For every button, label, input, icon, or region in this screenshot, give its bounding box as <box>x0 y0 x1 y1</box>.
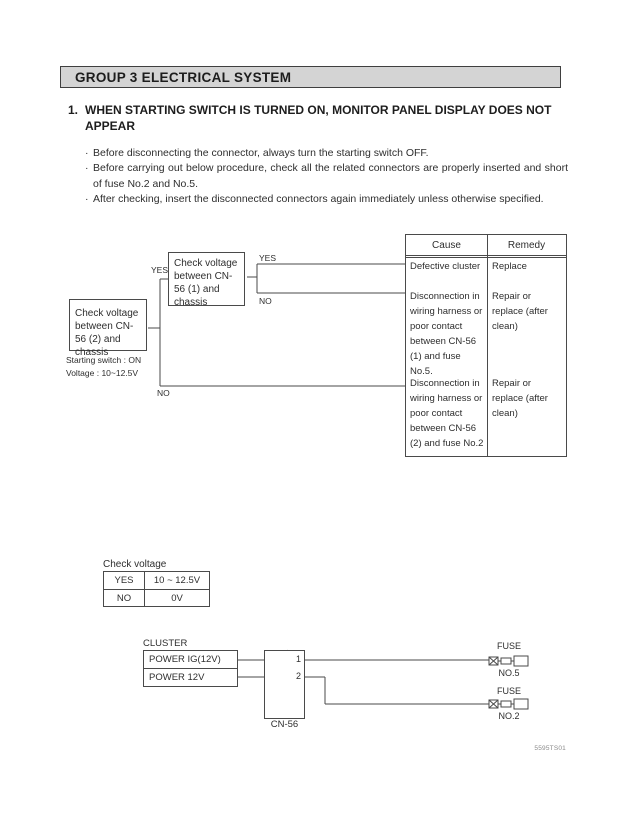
flowchart-box1-text: Check voltage between CN-56 (2) and chassis <box>75 308 139 358</box>
section-heading <box>68 102 568 134</box>
cause-cell: Disconnection in wiring harness or poor contact between CN-56 (2) and fuse No.2 <box>410 378 484 449</box>
note-item: · After checking, insert the disconnected connectors again immediately unless otherwise specified. <box>85 192 568 207</box>
connector-cn56-label: CN-56 <box>270 719 299 730</box>
check-voltage-title: Check voltage <box>103 559 167 570</box>
section-title-line1: WHEN STARTING SWITCH IS TURNED ON, MONITOR PANEL DISPLAY DOES NOT <box>85 103 552 117</box>
remedy-cell: Repair or replace (after clean) <box>492 378 548 419</box>
cluster-box <box>143 650 238 687</box>
cluster-pin-power-ig: POWER IG(12V) <box>144 651 237 669</box>
cv-cell-yes-value: 10 ~ 12.5V <box>153 575 201 586</box>
label-no-box1: NO <box>157 388 170 398</box>
remedy-cell: Repair or replace (after clean) <box>492 291 548 332</box>
cluster-pin-power-12v: POWER 12V <box>149 672 205 683</box>
table-header-row <box>406 235 566 258</box>
condition-starting-switch: Starting switch : ON <box>66 355 142 365</box>
check-voltage-table <box>103 571 210 607</box>
group-header-bar <box>60 66 561 88</box>
group-header-title: GROUP 3 ELECTRICAL SYSTEM <box>75 69 292 85</box>
flowchart-box-check-cn56-1 <box>168 252 245 306</box>
fuse2-label: FUSE <box>496 686 521 696</box>
connector-cn56-box <box>264 650 305 719</box>
header-remedy: Remedy <box>507 239 546 251</box>
cause-cell: Defective cluster <box>410 261 481 272</box>
fuse-no5-icon <box>489 656 528 666</box>
pin-number-2: 2 <box>295 671 301 681</box>
note-item: · Before disconnecting the connector, always turn the starting switch OFF. <box>85 146 568 161</box>
precaution-notes <box>85 146 568 207</box>
fuse-no2-icon <box>489 699 528 709</box>
header-cause: Cause <box>432 239 461 251</box>
section-number: 1. <box>68 103 79 117</box>
label-yes-box1: YES <box>151 265 169 275</box>
label-yes-box2: YES <box>259 253 277 263</box>
cv-cell-no: NO <box>116 593 132 604</box>
note-item: · Before carrying out below procedure, check all the related connectors are properly inserted and short of fuse No.2 and No.5. <box>85 161 568 192</box>
fuse2-number: NO.2 <box>498 711 520 721</box>
pin-number-1: 1 <box>295 654 301 664</box>
cause-cell: Disconnection in wiring harness or poor contact between CN-56 (1) and fuse No.5. <box>410 291 483 377</box>
fuse5-number: NO.5 <box>498 668 520 678</box>
fuse5-label: FUSE <box>496 641 521 651</box>
cv-cell-no-value: 0V <box>171 593 183 604</box>
figure-code: 5595TS01 <box>534 745 566 752</box>
flowchart-box-check-cn56-2 <box>69 299 147 358</box>
cause-remedy-table <box>405 234 567 457</box>
section-title-line2: APPEAR <box>85 119 136 133</box>
flowchart-box2-text: Check voltage between CN-56 (1) and chassis <box>174 258 238 308</box>
cv-cell-yes: YES <box>114 575 134 586</box>
cluster-label: CLUSTER <box>143 638 188 649</box>
label-no-box2: NO <box>259 296 272 306</box>
table-column-divider <box>487 235 488 456</box>
remedy-cell: Replace <box>492 261 527 272</box>
condition-voltage: Voltage : 10~12.5V <box>66 368 139 378</box>
